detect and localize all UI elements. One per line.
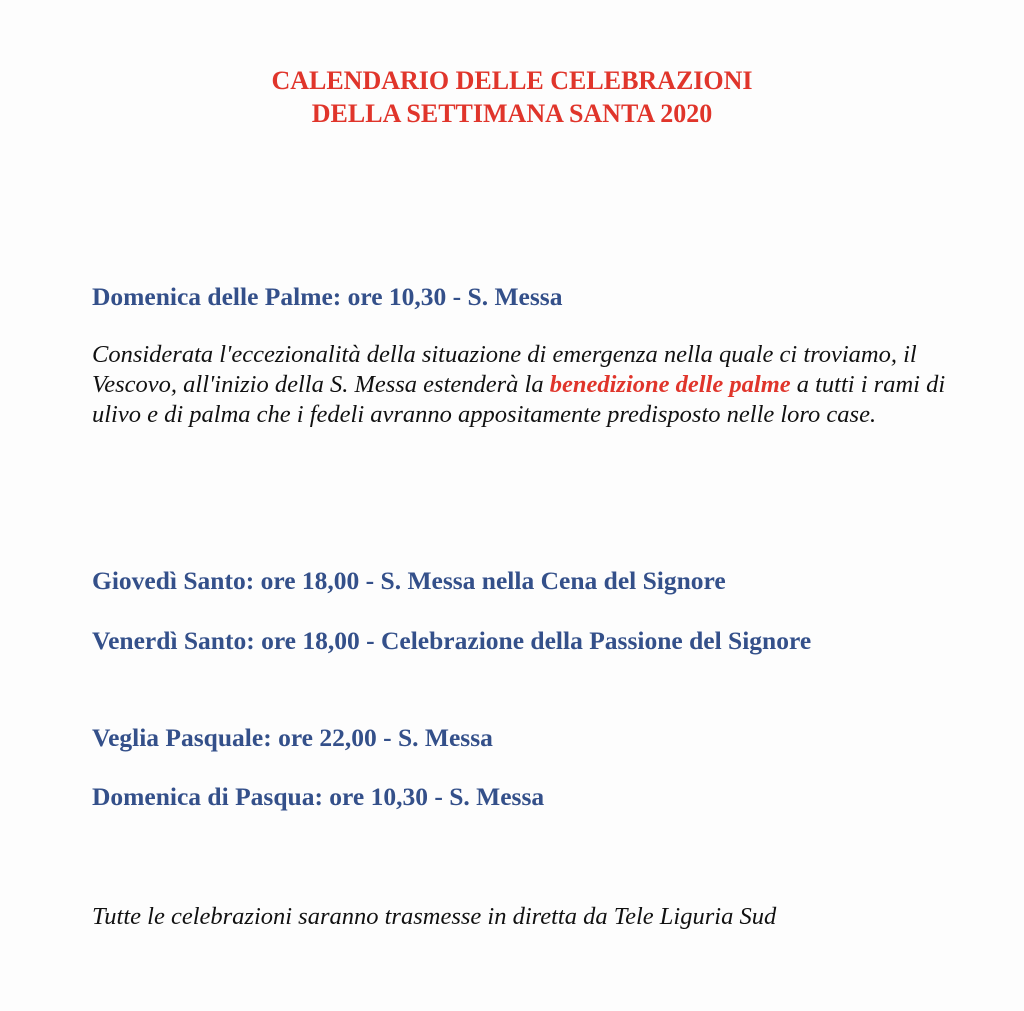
schedule-item-easter-sunday: Domenica di Pasqua: ore 10,30 - S. Messa <box>92 782 545 811</box>
palm-sunday-note-text-1: Considerata l'eccezionalità della situazione di emergenza nella quale ci troviamo, il Vescovo, all'inizio della S. Messa estenderà la <box>92 341 917 398</box>
broadcast-note: Tutte le celebrazioni saranno trasmesse in diretta da Tele Liguria Sud <box>92 903 777 930</box>
page-title <box>0 64 1024 130</box>
palm-sunday-note <box>92 340 952 430</box>
palm-sunday-heading: Domenica delle Palme: ore 10,30 - S. Messa <box>92 282 563 311</box>
palm-blessing-highlight: benedizione delle palme <box>549 371 791 398</box>
title-line-2: DELLA SETTIMANA SANTA 2020 <box>311 99 713 128</box>
schedule-item-good-friday: Venerdì Santo: ore 18,00 - Celebrazione della Passione del Signore <box>92 626 812 655</box>
schedule-item-easter-vigil: Veglia Pasquale: ore 22,00 - S. Messa <box>92 723 493 752</box>
schedule-item-holy-thursday: Giovedì Santo: ore 18,00 - S. Messa nella Cena del Signore <box>92 566 726 595</box>
palm-sunday-note-text-2: a tutti i rami di ulivo e di palma che i fedeli avranno appositamente predisposto nelle loro case. <box>92 371 946 428</box>
title-line-1: CALENDARIO DELLE CELEBRAZIONI <box>271 66 753 95</box>
